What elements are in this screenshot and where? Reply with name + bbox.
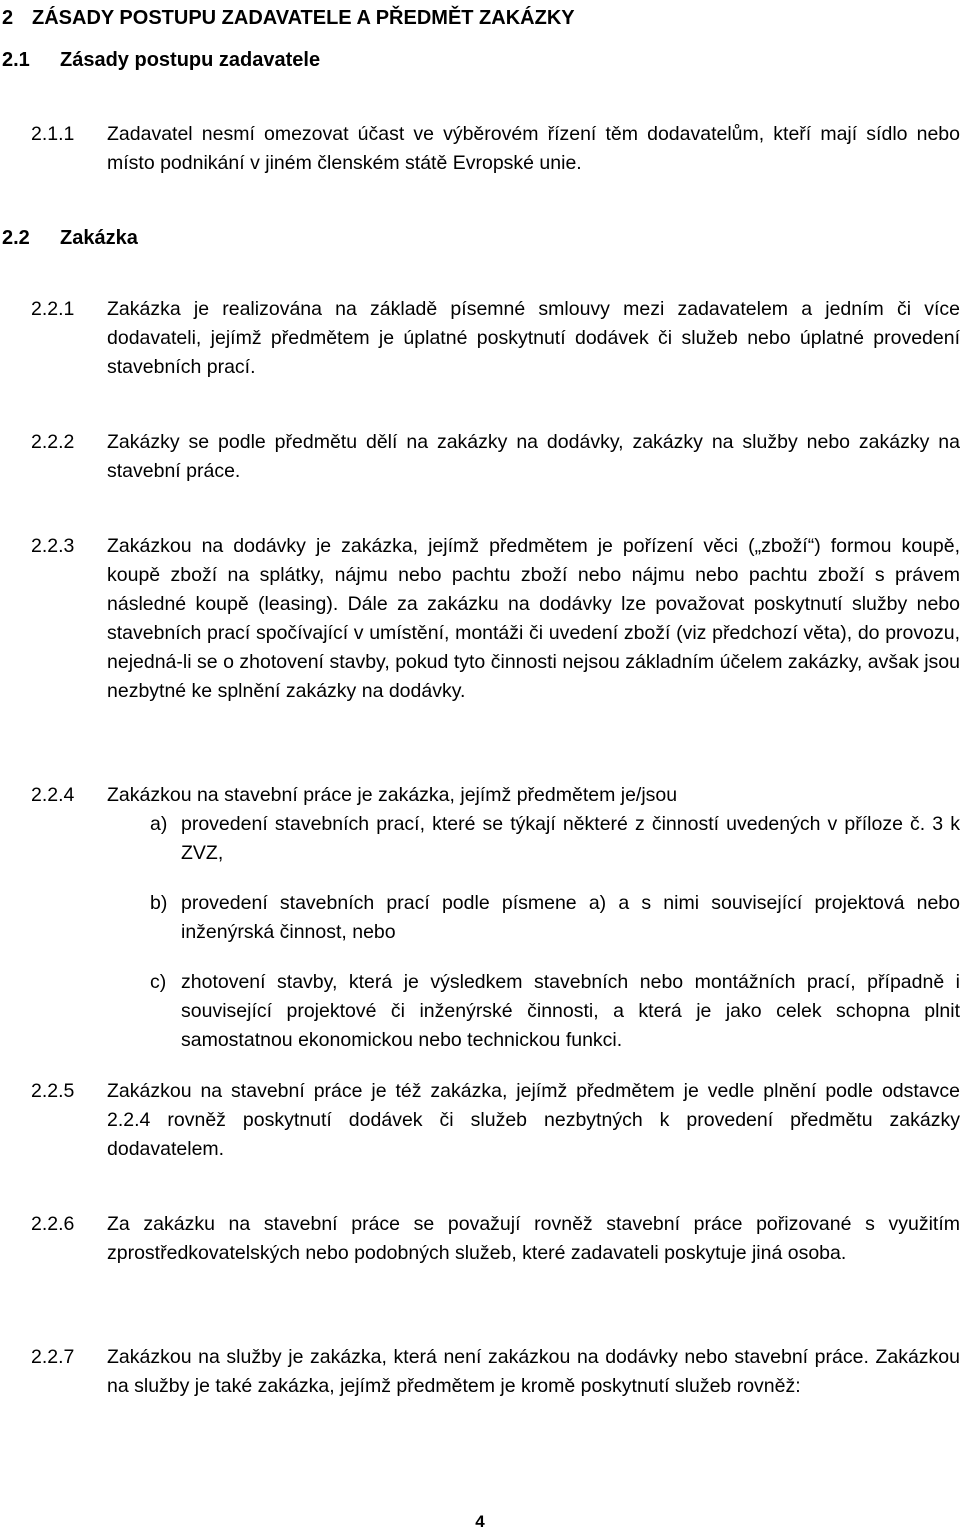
list-item-b xyxy=(150,889,960,947)
paragraph-2-1-1 xyxy=(31,120,960,178)
section-heading-2-1 xyxy=(2,46,320,75)
list-item-label: b) xyxy=(150,892,168,914)
paragraph-text: Zakázky se podle předmětu dělí na zakázky na dodávky, zakázky na služby nebo zakázky na stavební práce. xyxy=(107,431,960,482)
paragraph-2-2-2 xyxy=(31,428,960,486)
paragraph-text: Zakázkou na služby je zakázka, která není zakázkou na dodávky nebo stavební práce. Zakázkou na služby je také zakázka, jejímž předmětem je kromě poskytnutí služeb rovněž: xyxy=(107,1346,960,1397)
section-number: 2.1 xyxy=(2,49,30,71)
paragraph-number: 2.2.5 xyxy=(31,1080,75,1102)
paragraph-text: Zakázkou na stavební práce je zakázka, jejímž předmětem je/jsou xyxy=(107,784,678,806)
chapter-title: ZÁSADY POSTUPU ZADAVATELE A PŘEDMĚT ZAKÁZKY xyxy=(32,7,575,29)
paragraph-text: Zakázkou na dodávky je zakázka, jejímž předmětem je pořízení věci („zboží“) formou koupě, koupě zboží na splátky, nájmu nebo pachtu zboží nebo nájmu nebo pachtu zboží s právem následné koupě (leasing). Dále za zakázku na dodávky lze považovat poskytnutí služby nebo stavebních prací spočívající v umístění, montáži či uvedení zboží (viz předchozí věta), do provozu, nejedná-li se o zhotovení stavby, pokud tyto činnosti nejsou základním účelem zakázky, avšak jsou nezbytné ke splnění zakázky na dodávky. xyxy=(107,535,960,702)
list-item-a xyxy=(150,810,960,868)
list-item-label: c) xyxy=(150,971,167,993)
list-item-text: provedení stavebních prací, které se týkají některé z činností uvedených v příloze č. 3 k ZVZ, xyxy=(181,813,960,864)
paragraph-2-2-6 xyxy=(31,1210,960,1268)
paragraph-number: 2.2.3 xyxy=(31,535,75,557)
list-item-text: provedení stavebních prací podle písmene a) a s nimi související projektová nebo inženýrská činnost, nebo xyxy=(181,892,960,943)
list-item-c xyxy=(150,968,960,1055)
paragraph-2-2-3 xyxy=(31,532,960,706)
paragraph-text: Zakázkou na stavební práce je též zakázka, jejímž předmětem je vedle plnění podle odstavce 2.2.4 rovněž poskytnutí dodávek či služeb nezbytných k provedení předmětu zakázky dodavatelem. xyxy=(107,1080,960,1160)
paragraph-2-2-1 xyxy=(31,295,960,382)
paragraph-text: Zadavatel nesmí omezovat účast ve výběrovém řízení těm dodavatelům, kteří mají sídlo nebo místo podnikání v jiném členském státě Evropské unie. xyxy=(107,123,960,174)
paragraph-text: Zakázka je realizována na základě písemné smlouvy mezi zadavatelem a jedním či více dodavateli, jejímž předmětem je úplatné poskytnutí dodávek či služeb nebo úplatné provedení stavebních prací. xyxy=(107,298,960,378)
paragraph-text: Za zakázku na stavební práce se považují rovněž stavební práce pořizované s využitím zprostředkovatelských nebo podobných služeb, které zadavateli poskytuje jiná osoba. xyxy=(107,1213,960,1264)
chapter-heading xyxy=(2,4,575,33)
paragraph-number: 2.2.6 xyxy=(31,1213,75,1235)
section-title: Zakázka xyxy=(60,227,138,249)
paragraph-2-2-4 xyxy=(31,781,960,810)
section-number: 2.2 xyxy=(2,227,30,249)
paragraph-number: 2.2.4 xyxy=(31,784,75,806)
list-item-text: zhotovení stavby, která je výsledkem stavebních nebo montážních prací, případně i související projektové či inženýrské činnosti, a která je jako celek schopna plnit samostatnou ekonomickou nebo technickou funkci. xyxy=(181,971,960,1051)
paragraph-2-2-7 xyxy=(31,1343,960,1401)
list-item-label: a) xyxy=(150,813,168,835)
paragraph-number: 2.2.7 xyxy=(31,1346,75,1368)
section-heading-2-2 xyxy=(2,224,138,253)
paragraph-number: 2.2.2 xyxy=(31,431,75,453)
paragraph-2-2-5 xyxy=(31,1077,960,1164)
chapter-number: 2 xyxy=(2,7,14,29)
section-title: Zásady postupu zadavatele xyxy=(60,49,321,71)
paragraph-number: 2.2.1 xyxy=(31,298,75,320)
page-number: 4 xyxy=(475,1512,485,1531)
paragraph-number: 2.1.1 xyxy=(31,123,75,145)
